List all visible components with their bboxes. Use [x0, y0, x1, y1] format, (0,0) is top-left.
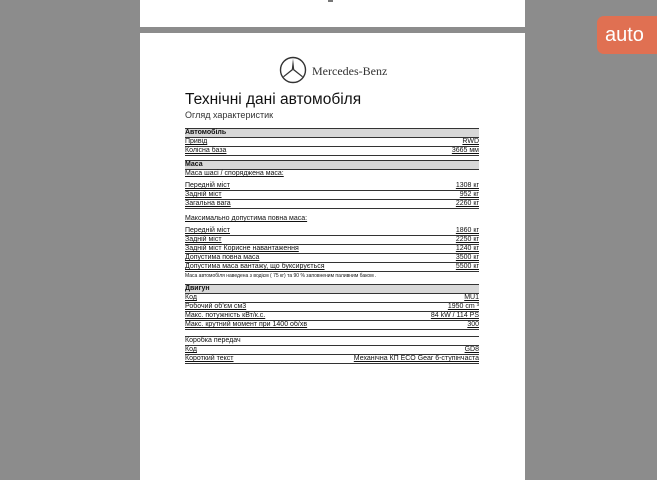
section-header-mass: Маса	[185, 160, 479, 170]
spec-row: Задній міст Корисне навантаження 1240 кг	[185, 245, 479, 252]
spec-row: Код GD8	[185, 346, 479, 353]
mass-subheading: Максимально допустима повна маса:	[185, 215, 308, 222]
document-title: Технічні дані автомобіля	[185, 91, 362, 108]
spec-row: Передній міст 1308 кг	[185, 182, 479, 189]
spec-row: Задній міст 2250 кг	[185, 236, 479, 243]
spec-row: Макс. потужність кВт/к.с. 84 kW / 114 PS	[185, 312, 479, 319]
section-header-engine: Двигун	[185, 284, 479, 294]
spec-row: Передній міст 1860 кг	[185, 227, 479, 234]
mercedes-logo	[279, 56, 419, 86]
spec-row: Привід RWD	[185, 138, 479, 145]
mass-subheading: Маса шасі / споряджена маса:	[185, 170, 284, 177]
spec-row: Допустима маса вантажу, що буксирується 5500 кг	[185, 263, 479, 270]
mass-footnote: Маса автомобіля наведена з водієм ( 75 кг) та 90 % заповненим паливним баком .	[185, 273, 377, 279]
spec-row: Колісна база 3665 мм	[185, 147, 479, 154]
document-page	[140, 33, 525, 480]
previous-page	[140, 0, 525, 27]
spec-row: Загальна вага 2260 кг	[185, 200, 479, 207]
mercedes-star-icon	[279, 56, 307, 84]
site-logo-badge[interactable]: auto	[597, 16, 657, 54]
spec-row: Макс. крутний момент при 1400 об/хв 300	[185, 321, 479, 328]
section-header-car: Автомобіль	[185, 128, 479, 138]
brand-name: Mercedes-Benz	[312, 64, 388, 78]
section-header-gearbox: Коробка передач	[185, 336, 479, 346]
spec-sheet	[185, 128, 479, 364]
document-subtitle: Огляд характеристик	[185, 110, 274, 120]
spec-row: Короткий текст Механічна КП ECO Gear 6-ступінчаста	[185, 355, 479, 362]
spec-row: Робочий об'єм см3 1950 cm ³	[185, 303, 479, 310]
spec-row: Код MU1	[185, 294, 479, 301]
page-mark	[328, 0, 333, 2]
spec-row: Допустима повна маса 3500 кг	[185, 254, 479, 261]
spec-row: Задній міст 952 кг	[185, 191, 479, 198]
